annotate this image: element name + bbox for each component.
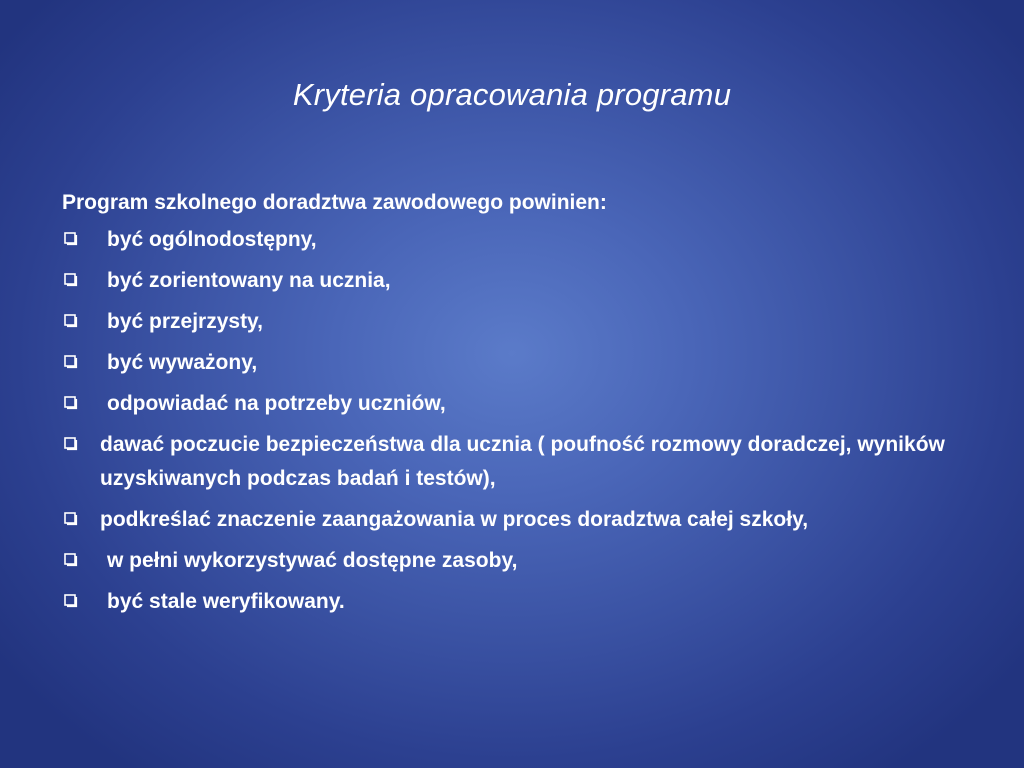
checkbox-square-icon <box>64 437 78 451</box>
checkbox-square-icon <box>64 594 78 608</box>
list-item <box>62 305 962 339</box>
checkbox-square-icon <box>64 314 78 328</box>
list-item <box>62 264 962 298</box>
list-item-text: w pełni wykorzystywać dostępne zasoby, <box>107 549 518 572</box>
checkbox-square-icon <box>64 355 78 369</box>
list-item-text: odpowiadać na potrzeby uczniów, <box>107 392 446 415</box>
list-item <box>62 387 962 421</box>
checkbox-square-icon <box>64 273 78 287</box>
list-item <box>62 223 962 257</box>
slide-title: Kryteria opracowania programu <box>292 77 732 112</box>
list-item-text: być ogólnodostępny, <box>107 228 317 251</box>
checkbox-square-icon <box>64 553 78 567</box>
intro-text: Program szkolnego doradztwa zawodowego powinien: <box>62 191 607 214</box>
list-item <box>62 544 962 578</box>
checkbox-square-icon <box>64 512 78 526</box>
list-item-text: być przejrzysty, <box>107 310 264 333</box>
slide-content <box>62 186 962 626</box>
list-item <box>62 428 962 496</box>
list-item-text: być zorientowany na ucznia, <box>107 269 391 292</box>
checkbox-square-icon <box>64 396 78 410</box>
criteria-list <box>62 223 962 619</box>
list-item-text: być stale weryfikowany. <box>107 590 345 613</box>
list-item <box>62 346 962 380</box>
list-item-text: podkreślać znaczenie zaangażowania w proces doradztwa całej szkoły, <box>100 508 809 531</box>
list-item <box>62 585 962 619</box>
list-item <box>62 503 962 537</box>
checkbox-square-icon <box>64 232 78 246</box>
list-item-text: dawać poczucie bezpieczeństwa dla ucznia ( poufność rozmowy doradczej, wyników uzyskiwanych podczas badań i testów), <box>100 433 945 490</box>
list-item-text: być wyważony, <box>107 351 258 374</box>
